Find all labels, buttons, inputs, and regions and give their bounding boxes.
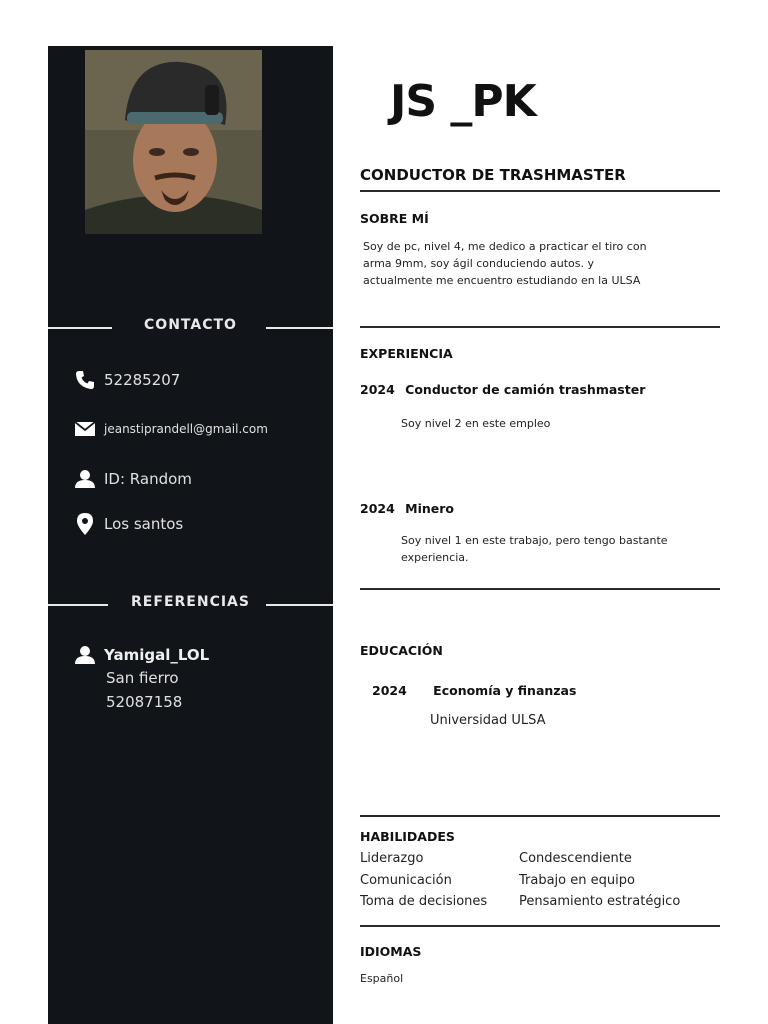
job-entry-2 (360, 501, 454, 516)
references-heading (48, 592, 333, 616)
job-desc-line: experiencia. (401, 551, 469, 564)
skills-title: HABILIDADES (360, 829, 455, 844)
skill-item: Trabajo en equipo (519, 873, 635, 888)
job-desc-line: Soy nivel 1 en este trabajo, pero tengo bastante (401, 534, 668, 547)
location: Los santos (104, 515, 184, 533)
user-icon (74, 644, 96, 666)
education-title: EDUCACIÓN (360, 643, 443, 658)
divider (360, 925, 720, 927)
about-line-2: arma 9mm, soy ágil conduciendo autos. y (363, 257, 594, 270)
skill-item: Liderazgo (360, 851, 424, 866)
job-title: Conductor de camión trashmaster (405, 382, 646, 397)
reference-name: Yamigal_LOL (104, 646, 210, 664)
full-name: JS _PK (390, 76, 536, 127)
education-year: 2024 (372, 683, 407, 698)
contact-location (74, 512, 183, 536)
languages-title: IDIOMAS (360, 944, 422, 959)
divider (360, 815, 720, 817)
job-role: CONDUCTOR DE TRASHMASTER (360, 166, 626, 184)
job-title: Minero (405, 501, 455, 516)
main-content (360, 0, 720, 1024)
contact-phone (74, 368, 180, 392)
reference-phone: 52087158 (106, 693, 183, 711)
education-entry (372, 683, 576, 698)
mail-icon (74, 418, 96, 440)
job-entry-1 (360, 382, 645, 397)
user-icon (74, 468, 96, 490)
about-line-3: actualmente me encuentro estudiando en la ULSA (363, 274, 641, 287)
divider (360, 326, 720, 328)
skill-item: Pensamiento estratégico (519, 894, 681, 909)
references-title: REFERENCIAS (131, 594, 250, 610)
skill-item: Comunicación (360, 873, 452, 888)
contact-id (74, 467, 192, 491)
contact-email (74, 417, 268, 441)
contact-title: CONTACTO (144, 317, 237, 333)
contact-heading (48, 315, 333, 339)
job-year: 2024 (360, 382, 395, 397)
divider (360, 190, 720, 192)
phone-icon (74, 369, 96, 391)
avatar-illustration (85, 50, 262, 234)
location-pin-icon (74, 513, 96, 535)
reference-person (74, 643, 209, 667)
about-line-1: Soy de pc, nivel 4, me dedico a practicar el tiro con (363, 240, 647, 253)
language-item: Español (360, 972, 404, 985)
sidebar (48, 46, 333, 1024)
profile-photo (85, 50, 262, 234)
email-address[interactable]: jeanstiprandell@gmail.com (104, 422, 268, 436)
job-desc-line: Soy nivel 2 en este empleo (401, 417, 551, 430)
phone-number: 52285207 (104, 371, 181, 389)
education-field: Economía y finanzas (433, 683, 577, 698)
job-year: 2024 (360, 501, 395, 516)
education-school: Universidad ULSA (430, 713, 546, 728)
reference-city: San fierro (106, 669, 179, 687)
divider (360, 588, 720, 590)
experience-title: EXPERIENCIA (360, 346, 453, 361)
skill-item: Condescendiente (519, 851, 632, 866)
user-id: ID: Random (104, 470, 192, 488)
skill-item: Toma de decisiones (360, 894, 488, 909)
about-title: SOBRE MÍ (360, 211, 429, 226)
